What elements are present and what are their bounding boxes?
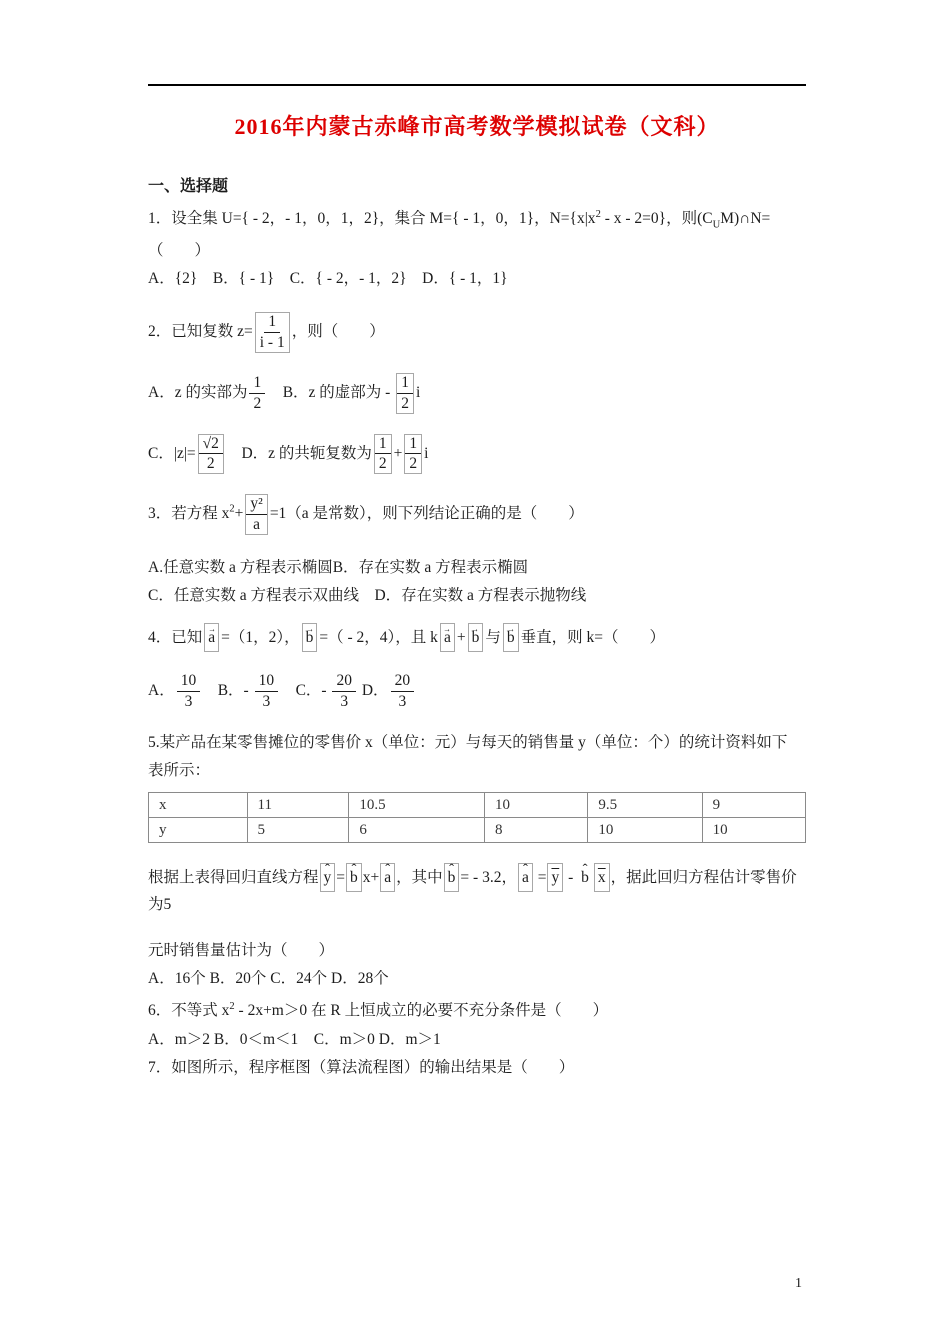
text-line — [148, 494, 806, 535]
text-run: 1．设全集 U={ - 2，- 1，0，1，2}，集合 M={ - 1，0，1}，N={x|x — [148, 210, 596, 228]
table-cell: 10 — [485, 793, 588, 818]
superscript: 2 — [229, 1001, 235, 1013]
fraction-numerator: 20 — [332, 672, 356, 692]
text-run: - x - 2=0}，则(C — [600, 210, 713, 228]
table-cell: y — [149, 818, 248, 843]
fraction-denominator: i - 1 — [259, 334, 285, 352]
math-bar: $\overline{y}$ — [547, 863, 563, 892]
text-line — [148, 312, 806, 353]
superscript: 2 — [229, 503, 235, 515]
fraction-numerator: 10 — [255, 672, 279, 692]
text-line — [148, 434, 806, 475]
text-run: ，据此回归方程估计零售价为5 — [148, 869, 797, 914]
table-cell: 6 — [349, 818, 485, 843]
table-cell: 9 — [702, 793, 805, 818]
math-fraction — [332, 672, 356, 711]
fraction-numerator: y² — [246, 495, 266, 515]
fraction-numerator: 1 — [249, 374, 265, 394]
fraction-denominator: 3 — [262, 692, 271, 710]
fraction-denominator: 2 — [401, 394, 409, 412]
text-run: 5.某产品在某零售摊位的零售价 x（单位：元）与每天的销售量 y（单位：个）的统计资料如下 — [148, 734, 788, 752]
math-fraction — [245, 494, 267, 535]
page-title: 2016年内蒙古赤峰市高考数学模拟试卷（文科） — [234, 114, 720, 139]
section-heading: 一、选择题 — [148, 178, 229, 195]
text-line — [148, 1055, 806, 1081]
table-cell: 10 — [588, 818, 702, 843]
fraction-numerator: 1 — [375, 435, 391, 455]
text-run: 3．若方程 x — [148, 505, 230, 522]
text-run: A.任意实数 a 方程表示椭圆B．存在实数 a 方程表示椭圆 — [148, 558, 529, 576]
fraction-denominator: 3 — [184, 692, 193, 710]
superscript: 2 — [595, 209, 601, 220]
text-run: x+ — [362, 869, 380, 887]
table-row — [149, 793, 806, 818]
text-run: C．任意实数 a 方程表示双曲线 D．存在实数 a 方程表示抛物线 — [148, 586, 587, 604]
text-line — [148, 373, 806, 414]
text-run: = - 3.2， — [460, 869, 517, 887]
math-hat: a ˆ — [380, 863, 395, 892]
math-fraction — [374, 434, 392, 475]
question-blocks — [148, 202, 806, 1081]
math-vector: a → — [440, 623, 455, 652]
subscript: U — [712, 219, 721, 231]
fraction-numerator: 1 — [264, 313, 280, 333]
math-bar: $\overline{x}$ — [594, 863, 610, 892]
table-cell: 8 — [485, 818, 588, 843]
text-run: B．z 的虚部为 - — [267, 383, 395, 401]
table-cell: 11 — [247, 793, 349, 818]
fraction-numerator: 20 — [391, 672, 415, 692]
table-cell: 9.5 — [588, 793, 702, 818]
text-line — [148, 555, 806, 581]
text-run: 与 — [485, 628, 501, 646]
fraction-numerator: 1 — [397, 374, 413, 394]
text-run: D．z 的共轭复数为 — [225, 444, 372, 462]
text-run: + — [393, 444, 403, 462]
text-run: =（1，2）， — [221, 628, 300, 646]
math-hat: b ˆ — [444, 863, 460, 892]
text-line — [148, 583, 806, 609]
math-fraction — [198, 434, 224, 475]
table-cell: 5 — [247, 818, 349, 843]
text-run: + — [234, 505, 244, 522]
text-line — [148, 623, 806, 652]
math-fraction — [249, 374, 265, 413]
text-run: =1（a 是常数），则下列结论正确的是（ ） — [269, 505, 584, 522]
fraction-denominator: 3 — [398, 692, 407, 710]
text-run: 根据上表得回归直线方程 — [148, 869, 319, 887]
fraction-denominator: 3 — [340, 692, 349, 710]
math-vector: a → — [204, 623, 219, 652]
text-run: =（ - 2，4），且 k — [319, 628, 438, 646]
text-run: A．z 的实部为 — [148, 383, 248, 401]
text-run: 6．不等式 x — [148, 1002, 230, 1020]
text-run: A．{2} B．{ - 1} C．{ - 2，- 1，2} D．{ - 1，1} — [148, 270, 508, 288]
fraction-denominator: 2 — [409, 455, 418, 473]
text-run: ，其中 — [396, 869, 443, 887]
math-fraction — [391, 672, 415, 711]
text-run: A．m＞2 B．0＜m＜1 C．m＞0 D．m＞1 — [148, 1030, 441, 1048]
math-fraction — [255, 672, 279, 711]
math-fraction — [177, 672, 201, 711]
text-line — [148, 758, 806, 784]
text-run: A． — [148, 681, 175, 699]
table-row — [149, 818, 806, 843]
text-line — [148, 966, 806, 992]
math-fraction — [396, 373, 414, 414]
text-run: - 2x+m＞0 在 R 上恒成立的必要不充分条件是（ ） — [234, 1002, 609, 1020]
text-run: M)∩N=（ ） — [148, 210, 771, 260]
text-line — [148, 730, 806, 756]
math-fraction — [404, 434, 422, 475]
text-run: = — [336, 869, 346, 887]
text-run: 4．已知 — [148, 628, 203, 646]
text-run: C．- — [280, 681, 331, 699]
table-cell: 10.5 — [349, 793, 485, 818]
text-run: C．|z|= — [148, 444, 196, 462]
text-line — [148, 672, 806, 711]
text-run: 表所示： — [148, 762, 211, 780]
math-hat: b ˆ — [346, 863, 362, 892]
math-vector: b → — [468, 623, 484, 652]
table-cell: x — [149, 793, 248, 818]
text-run: = — [533, 869, 547, 887]
fraction-denominator: a — [253, 515, 261, 533]
text-line — [148, 266, 806, 292]
fraction-denominator: 2 — [378, 455, 387, 473]
text-line — [148, 863, 806, 918]
text-run: - — [564, 869, 578, 887]
text-run: 垂直，则 k=（ ） — [520, 628, 665, 646]
math-hat: y ˆ — [320, 863, 336, 892]
text-line — [148, 938, 806, 964]
page-number: 1 — [795, 1276, 802, 1291]
q5-data-table — [148, 792, 806, 843]
fraction-denominator: 2 — [206, 455, 215, 473]
fraction-denominator: 2 — [253, 394, 262, 412]
math-vector: b → — [302, 623, 318, 652]
fraction-numerator: √2 — [199, 435, 223, 455]
top-rule — [148, 84, 806, 86]
math-fraction — [255, 312, 290, 353]
text-run: 7．如图所示，程序框图（算法流程图）的输出结果是（ ） — [148, 1058, 575, 1076]
math-hat: b ˆ — [578, 864, 592, 891]
text-line — [148, 1027, 806, 1053]
text-run: 元时销售量估计为（ ） — [148, 942, 335, 960]
math-hat: a ˆ — [518, 863, 533, 892]
text-run: + — [456, 628, 466, 646]
table-cell: 10 — [702, 818, 805, 843]
text-run: 2．已知复数 z= — [148, 323, 253, 341]
text-run: ，则（ ） — [291, 323, 385, 341]
text-run: i — [415, 383, 421, 401]
math-vector: b → — [503, 623, 519, 652]
text-line — [148, 994, 806, 1024]
text-run: A．16个 B．20个 C．24个 D．28个 — [148, 970, 389, 988]
text-run: D． — [357, 681, 389, 699]
text-run: i — [424, 444, 429, 462]
fraction-numerator: 10 — [177, 672, 201, 692]
text-line — [148, 202, 806, 264]
text-run: B．- — [202, 681, 253, 699]
fraction-numerator: 1 — [405, 435, 421, 455]
